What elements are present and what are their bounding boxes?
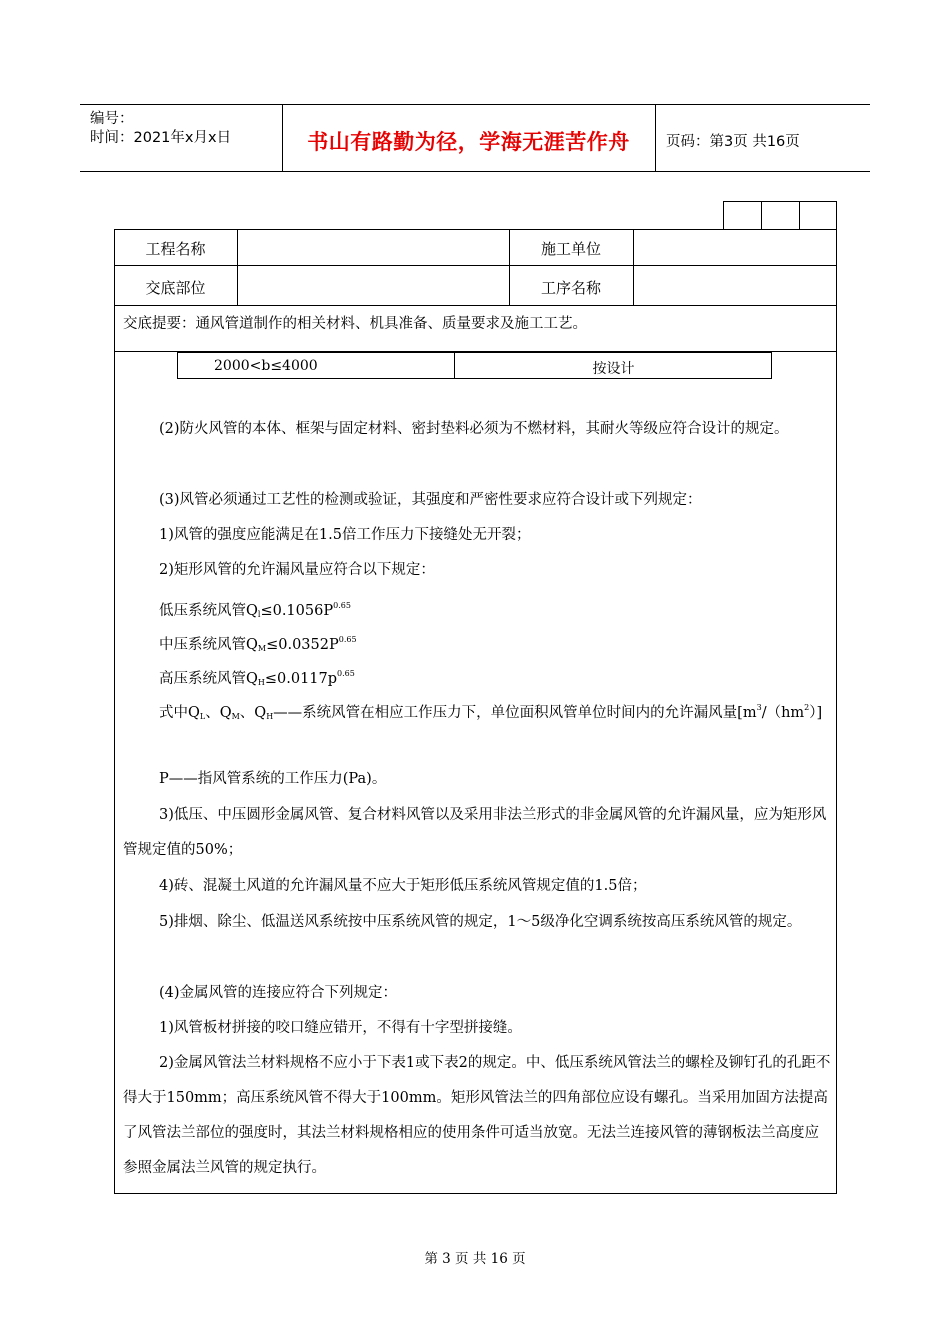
- handover-part-value: [238, 266, 509, 305]
- corner-box-top: [723, 201, 837, 202]
- project-name-label: 工程名称: [145, 240, 206, 258]
- header-bottom-rule: [80, 171, 870, 172]
- paragraph-flange: 2)金属风管法兰材料规格不应小于下表1或下表2的规定。中、低压系统风管法兰的螺栓及铆钉孔的孔距不得大于150mm；高压系统风管不得大于100mm。矩形风管法兰的四角部位应设有螺孔。当采用加固方法提高了风管法兰部位的强度时，其法兰材料规格相应的使用条件可适当放宽。无法兰连接风管的薄钢板法兰高度应参照金属法兰风管的规定执行。: [123, 1055, 831, 1176]
- formula-low-pressure: 低压系统风管$Q_l\le 0.1056P^{0.65}$: [159, 601, 351, 619]
- header-motto: 书山有路勤为径，学海无涯苦作舟: [307, 130, 630, 154]
- paragraph-round-duct: 3)低压、中压圆形金属风管、复合材料风管以及采用非法兰形式的非金属风管的允许漏风量，应为矩形风管规定值的50%；: [123, 807, 827, 858]
- paragraph-metal-connection: (4)金属风管的连接应符合下列规定：: [159, 985, 398, 1001]
- paragraph-seam: 1)风管板材拼接的咬口缝应错开，不得有十字型拼接缝。: [159, 1020, 522, 1036]
- spec-range-cell: 2000<b≤4000: [214, 358, 318, 374]
- corner-box-line-4: [836, 201, 837, 229]
- paragraph-testing: (3)风管必须通过工艺性的检测或验证，其强度和严密性要求应符合设计或下列规定：: [159, 492, 702, 508]
- paragraph-fire-duct: (2)防火风管的本体、框架与固定材料、密封垫料必须为不燃材料，其耐火等级应符合设计的规定。: [159, 421, 789, 437]
- page-footer: 第 3 页 共 16 页: [424, 1251, 526, 1267]
- document-time-label: 时间：2021年x月x日: [90, 130, 232, 146]
- spec-value-cell: 按设计: [592, 361, 635, 377]
- paragraph-smoke-exhaust: 5)排烟、除尘、低温送风系统按中压系统风管的规定，1～5级净化空调系统按高压系统风管的规定。: [159, 914, 802, 930]
- header-divider-right: [655, 104, 656, 172]
- construction-unit-value: [634, 230, 836, 265]
- paragraph-strength: 1)风管的强度应能满足在1.5倍工作压力下接缝处无开裂；: [159, 527, 531, 543]
- document-number-label: 编号：: [90, 111, 134, 127]
- paragraph-formula-definition: 式中$Q_L$、$Q_M$、$Q_H——$系统风管在相应工作压力下，单位面积风管单位时间内的允许漏风量$[m^3/(hm^2)]$: [159, 703, 823, 721]
- corner-box-line-1: [723, 201, 724, 229]
- project-name-value: [238, 230, 509, 265]
- paragraph-leakage: 2)矩形风管的允许漏风量应符合以下规定：: [159, 562, 435, 578]
- paragraph-pressure-definition: P——指风管系统的工作压力(Pa)。: [159, 771, 387, 787]
- construction-unit-label: 施工单位: [540, 240, 601, 258]
- form-row-line-2: [114, 305, 837, 306]
- handover-summary: 交底提要：通风管道制作的相关材料、机具准备、质量要求及施工工艺。: [123, 316, 587, 332]
- header-top-rule: [80, 104, 870, 105]
- form-border-left: [114, 229, 115, 1194]
- handover-part-label: 交底部位: [145, 279, 206, 297]
- paragraph-brick-duct: 4)砖、混凝土风道的允许漏风量不应大于矩形低压系统风管规定值的1.5倍；: [159, 878, 647, 894]
- form-border-right: [836, 229, 837, 1194]
- process-name-value: [634, 266, 836, 305]
- formula-high-pressure: 高压系统风管$Q_H\le 0.0117p^{0.65}$: [159, 669, 355, 687]
- page-code: 页码：第3页 共16页: [666, 134, 800, 150]
- corner-box-line-2: [761, 201, 762, 229]
- process-name-label: 工序名称: [540, 279, 601, 297]
- corner-box-line-3: [799, 201, 800, 229]
- formula-medium-pressure: 中压系统风管$Q_M\le 0.0352P^{0.65}$: [159, 635, 357, 653]
- form-border-bottom: [114, 1193, 837, 1194]
